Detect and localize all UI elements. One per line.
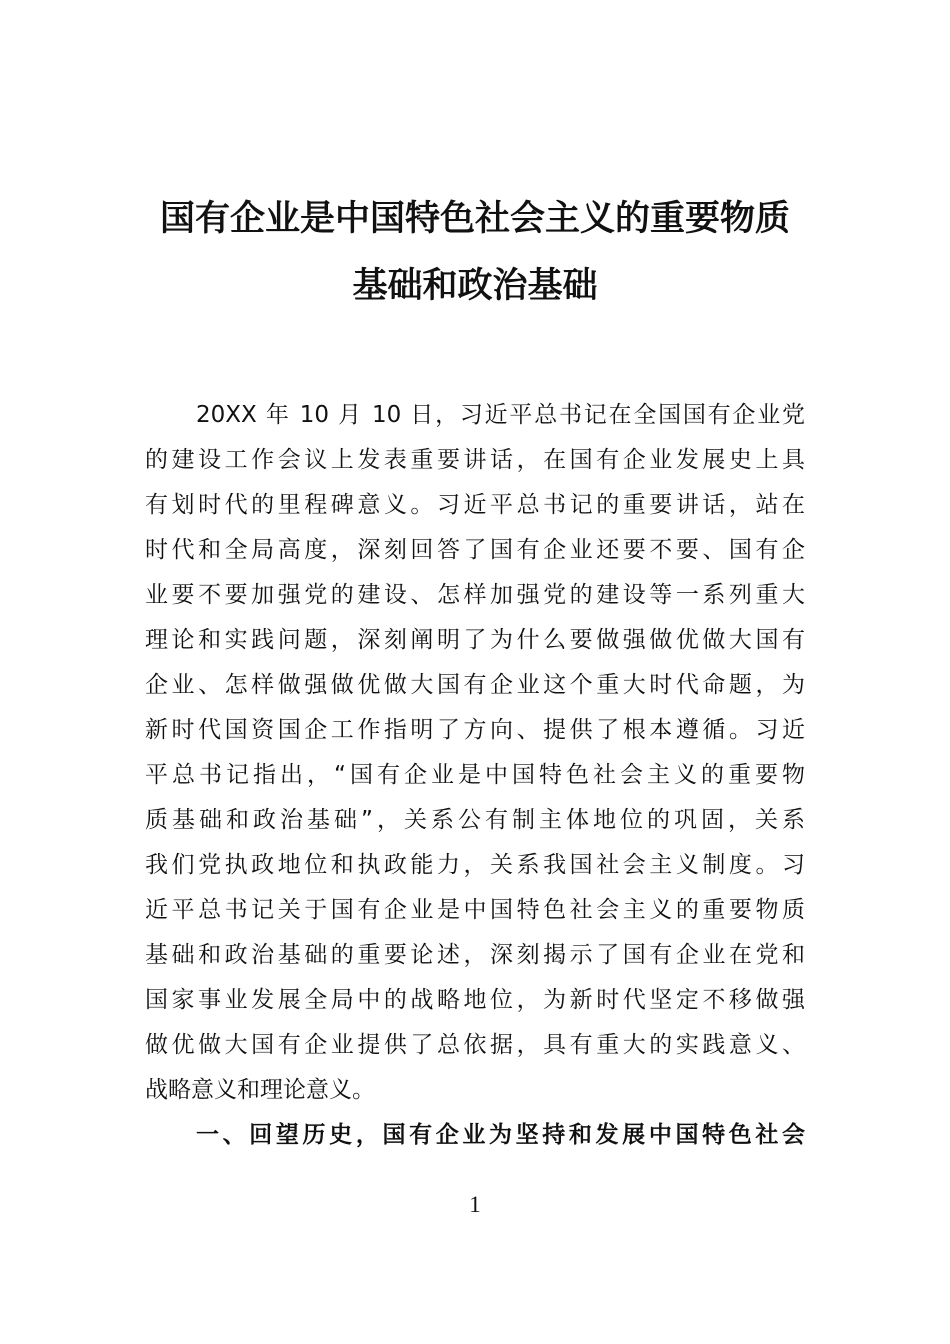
paragraph-line: 我们党执政地位和执政能力，关系我国社会主义制度。习	[145, 852, 805, 878]
paragraph-line: 20XX 年 10 月 10 日，习近平总书记在全国国有企业党	[196, 402, 805, 428]
paragraph-line: 理论和实践问题，深刻阐明了为什么要做强做优做大国有	[145, 627, 805, 653]
paragraph-line: 业要不要加强党的建设、怎样加强党的建设等一系列重大	[145, 582, 805, 608]
page-number: 1	[469, 1192, 481, 1217]
document-title-line-1: 国有企业是中国特色社会主义的重要物质	[159, 198, 790, 239]
paragraph-line: 战略意义和理论意义。	[145, 1077, 375, 1103]
document-title-line-2: 基础和政治基础	[352, 265, 598, 306]
paragraph-line: 国家事业发展全局中的战略地位，为新时代坚定不移做强	[145, 987, 805, 1013]
paragraph-line: 质基础和政治基础”，关系公有制主体地位的巩固，关系	[145, 807, 805, 833]
paragraph-line: 做优做大国有企业提供了总依据，具有重大的实践意义、	[145, 1032, 805, 1058]
paragraph-line: 的建设工作会议上发表重要讲话，在国有企业发展史上具	[145, 447, 805, 473]
section-heading: 一、回望历史，国有企业为坚持和发展中国特色社会	[196, 1122, 805, 1148]
paragraph-line: 有划时代的里程碑意义。习近平总书记的重要讲话，站在	[145, 492, 805, 518]
paragraph-line: 基础和政治基础的重要论述，深刻揭示了国有企业在党和	[145, 942, 805, 968]
paragraph-line: 企业、怎样做强做优做大国有企业这个重大时代命题，为	[145, 672, 805, 698]
paragraph-line: 平总书记指出，“国有企业是中国特色社会主义的重要物	[145, 762, 805, 788]
paragraph-line: 时代和全局高度，深刻回答了国有企业还要不要、国有企	[145, 537, 805, 563]
paragraph-line: 近平总书记关于国有企业是中国特色社会主义的重要物质	[145, 897, 805, 923]
paragraph-line: 新时代国资国企工作指明了方向、提供了根本遵循。习近	[145, 717, 805, 743]
